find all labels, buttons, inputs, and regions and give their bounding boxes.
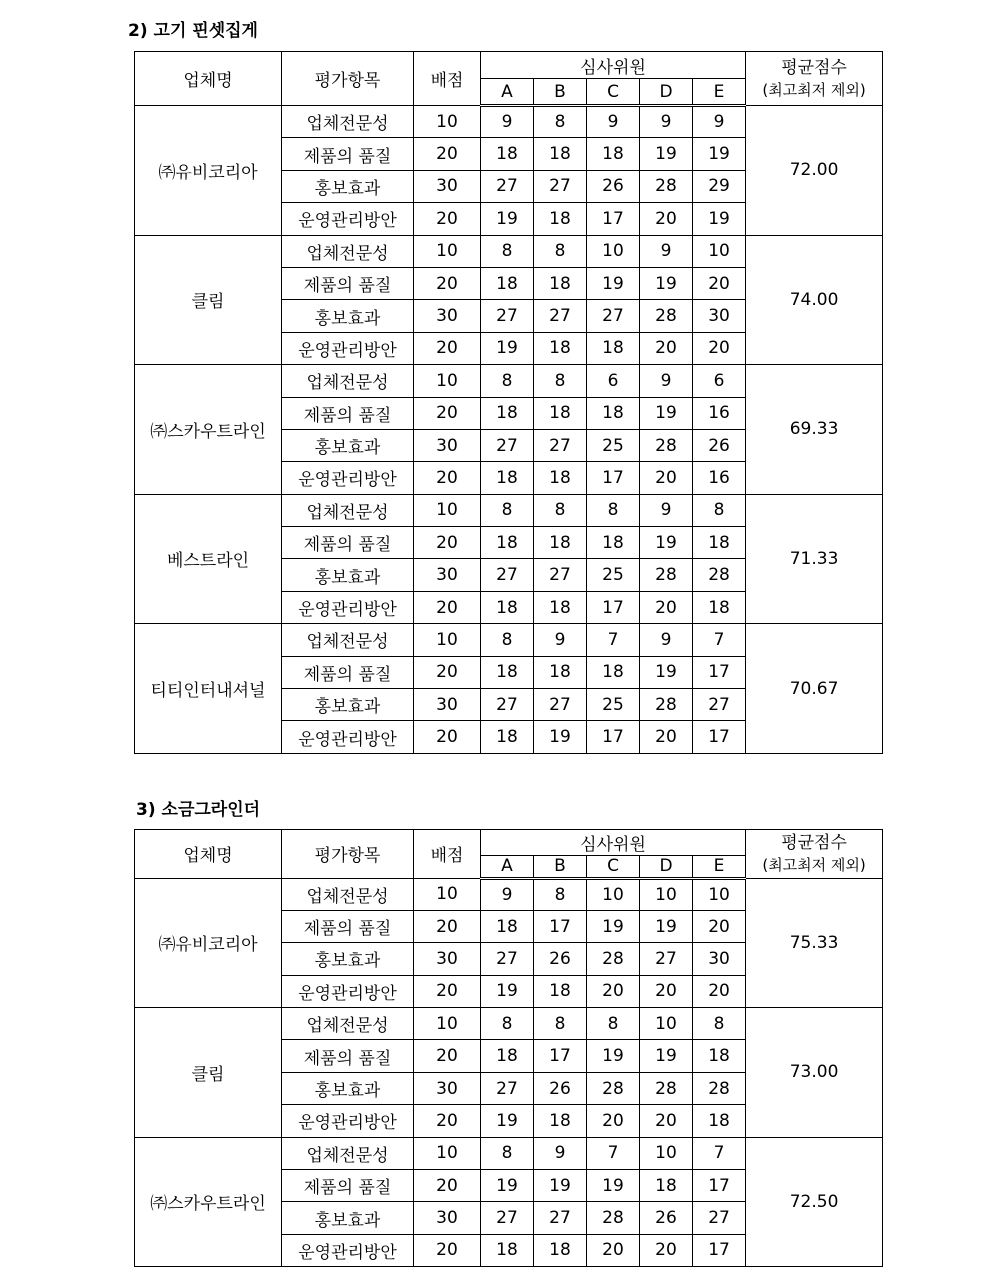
weight: 30 [414, 300, 481, 332]
weight: 20 [414, 910, 481, 942]
judge-score: 19 [587, 910, 640, 942]
weight: 20 [414, 1234, 481, 1266]
header-company: 업체명 [135, 52, 282, 106]
table-row [135, 878, 883, 910]
weight: 10 [414, 494, 481, 526]
average-score: 70.67 [746, 624, 883, 754]
weight: 20 [414, 397, 481, 429]
judge-score: 28 [587, 943, 640, 975]
judge-score: 26 [640, 1202, 693, 1234]
judge-score: 18 [587, 527, 640, 559]
company-name: 베스트라인 [135, 494, 282, 624]
judge-score: 27 [534, 1202, 587, 1234]
judge-score: 7 [587, 624, 640, 656]
judge-score: 17 [693, 656, 746, 688]
judge-score: 18 [693, 1040, 746, 1072]
header-average-label: 평균점수 [781, 57, 847, 78]
judge-score: 19 [640, 527, 693, 559]
judge-score: 7 [587, 1137, 640, 1169]
judge-score: 28 [587, 1072, 640, 1104]
judge-score: 9 [640, 106, 693, 138]
judge-score: 8 [534, 494, 587, 526]
weight: 30 [414, 559, 481, 591]
company-name: ㈜유비코리아 [135, 878, 282, 1008]
judge-score: 20 [693, 267, 746, 299]
criterion: 제품의 품질 [282, 138, 414, 170]
section-title: 3) 소금그라인더 [136, 800, 261, 820]
judge-score: 17 [587, 591, 640, 623]
judge-score: 20 [640, 975, 693, 1007]
weight: 20 [414, 267, 481, 299]
criterion: 운영관리방안 [282, 1234, 414, 1266]
average-score: 72.00 [746, 106, 883, 236]
judge-score: 18 [481, 1234, 534, 1266]
judge-score: 19 [534, 1170, 587, 1202]
criterion: 제품의 품질 [282, 527, 414, 559]
judge-score: 27 [481, 1072, 534, 1104]
judge-score: 28 [640, 170, 693, 202]
criterion: 제품의 품질 [282, 656, 414, 688]
judge-score: 8 [534, 106, 587, 138]
weight: 20 [414, 721, 481, 753]
company-name: ㈜유비코리아 [135, 106, 282, 236]
judge-score: 9 [640, 235, 693, 267]
criterion: 제품의 품질 [282, 910, 414, 942]
judge-score: 26 [534, 1072, 587, 1104]
header-average-note: (최고최저 제외) [762, 855, 866, 874]
criterion: 운영관리방안 [282, 1105, 414, 1137]
average-score: 73.00 [746, 1008, 883, 1138]
judge-score: 20 [640, 1234, 693, 1266]
average-score: 74.00 [746, 235, 883, 365]
company-name: ㈜스카우트라인 [135, 1137, 282, 1267]
judge-score: 27 [481, 429, 534, 461]
weight: 30 [414, 943, 481, 975]
judge-score: 20 [640, 462, 693, 494]
judge-score: 18 [534, 527, 587, 559]
judge-score: 27 [481, 559, 534, 591]
judge-score: 19 [640, 910, 693, 942]
header-judge: D [640, 79, 693, 106]
average-score: 71.33 [746, 494, 883, 624]
judge-score: 18 [534, 1105, 587, 1137]
criterion: 업체전문성 [282, 494, 414, 526]
judge-score: 27 [481, 300, 534, 332]
judge-score: 6 [693, 365, 746, 397]
judge-score: 8 [587, 494, 640, 526]
header-criterion: 평가항목 [282, 830, 414, 879]
criterion: 홍보효과 [282, 429, 414, 461]
judge-score: 8 [693, 494, 746, 526]
judge-score: 28 [587, 1202, 640, 1234]
weight: 20 [414, 1170, 481, 1202]
judge-score: 20 [640, 203, 693, 235]
judge-score: 19 [640, 267, 693, 299]
judge-score: 19 [640, 656, 693, 688]
judge-score: 19 [693, 138, 746, 170]
judge-score: 27 [534, 429, 587, 461]
weight: 30 [414, 429, 481, 461]
judge-score: 28 [640, 429, 693, 461]
weight: 20 [414, 138, 481, 170]
header-judge: C [587, 856, 640, 879]
weight: 20 [414, 656, 481, 688]
judge-score: 27 [534, 300, 587, 332]
judge-score: 8 [534, 1008, 587, 1040]
weight: 20 [414, 1040, 481, 1072]
judge-score: 18 [693, 1105, 746, 1137]
judge-score: 8 [481, 1137, 534, 1169]
judge-score: 19 [481, 203, 534, 235]
judge-score: 18 [481, 527, 534, 559]
judge-score: 9 [640, 365, 693, 397]
judge-score: 10 [587, 235, 640, 267]
judge-score: 28 [640, 689, 693, 721]
table-row [135, 624, 883, 656]
judge-score: 18 [587, 397, 640, 429]
judge-score: 16 [693, 462, 746, 494]
judge-score: 10 [640, 1008, 693, 1040]
criterion: 제품의 품질 [282, 1170, 414, 1202]
judge-score: 17 [587, 203, 640, 235]
judge-score: 19 [640, 397, 693, 429]
judge-score: 19 [481, 975, 534, 1007]
header-company: 업체명 [135, 830, 282, 879]
company-name: 클림 [135, 1008, 282, 1138]
judge-score: 8 [481, 624, 534, 656]
judge-score: 18 [534, 591, 587, 623]
header-average-note: (최고최저 제외) [762, 80, 866, 99]
judge-score: 27 [481, 689, 534, 721]
header-average [746, 52, 883, 106]
judge-score: 26 [587, 170, 640, 202]
weight: 30 [414, 170, 481, 202]
judge-score: 10 [640, 878, 693, 910]
judge-score: 8 [534, 235, 587, 267]
weight: 20 [414, 591, 481, 623]
header-average [746, 830, 883, 879]
judge-score: 10 [693, 235, 746, 267]
criterion: 홍보효과 [282, 1072, 414, 1104]
criterion: 홍보효과 [282, 300, 414, 332]
judge-score: 18 [481, 462, 534, 494]
weight: 10 [414, 1137, 481, 1169]
average-score: 69.33 [746, 365, 883, 495]
criterion: 홍보효과 [282, 559, 414, 591]
weight: 10 [414, 878, 481, 910]
judge-score: 20 [640, 591, 693, 623]
judge-score: 9 [587, 106, 640, 138]
judge-score: 8 [693, 1008, 746, 1040]
criterion: 업체전문성 [282, 106, 414, 138]
weight: 10 [414, 624, 481, 656]
criterion: 운영관리방안 [282, 332, 414, 364]
judge-score: 9 [640, 494, 693, 526]
judge-score: 20 [640, 1105, 693, 1137]
table-row [135, 494, 883, 526]
judge-score: 20 [640, 721, 693, 753]
judge-score: 25 [587, 429, 640, 461]
judge-score: 19 [481, 1170, 534, 1202]
judge-score: 20 [587, 975, 640, 1007]
judge-score: 19 [640, 1040, 693, 1072]
weight: 20 [414, 975, 481, 1007]
judge-score: 7 [693, 624, 746, 656]
judge-score: 27 [693, 689, 746, 721]
judge-score: 20 [693, 332, 746, 364]
criterion: 홍보효과 [282, 943, 414, 975]
weight: 20 [414, 527, 481, 559]
judge-score: 27 [534, 689, 587, 721]
judge-score: 18 [481, 397, 534, 429]
criterion: 제품의 품질 [282, 1040, 414, 1072]
judge-score: 18 [534, 656, 587, 688]
weight: 30 [414, 1202, 481, 1234]
judge-score: 27 [587, 300, 640, 332]
criterion: 제품의 품질 [282, 397, 414, 429]
judge-score: 8 [534, 878, 587, 910]
judge-score: 19 [587, 1040, 640, 1072]
judge-score: 10 [587, 878, 640, 910]
judge-score: 8 [587, 1008, 640, 1040]
judge-score: 17 [693, 721, 746, 753]
judge-score: 18 [534, 1234, 587, 1266]
table-row [135, 1137, 883, 1169]
judge-score: 30 [693, 300, 746, 332]
header-weight: 배점 [414, 830, 481, 879]
criterion: 업체전문성 [282, 235, 414, 267]
weight: 10 [414, 235, 481, 267]
judge-score: 20 [640, 332, 693, 364]
section-title: 2) 고기 핀셋집게 [128, 21, 258, 41]
header-judges: 심사위원 [481, 52, 746, 79]
judge-score: 28 [693, 559, 746, 591]
table-row [135, 106, 883, 138]
criterion: 업체전문성 [282, 1137, 414, 1169]
judge-score: 27 [481, 1202, 534, 1234]
judge-score: 10 [693, 878, 746, 910]
judge-score: 18 [534, 975, 587, 1007]
judge-score: 18 [534, 203, 587, 235]
judge-score: 18 [534, 267, 587, 299]
criterion: 업체전문성 [282, 1008, 414, 1040]
evaluation-table [134, 829, 883, 1267]
criterion: 제품의 품질 [282, 267, 414, 299]
header-judge: B [534, 856, 587, 879]
judge-score: 17 [693, 1234, 746, 1266]
judge-score: 7 [693, 1137, 746, 1169]
criterion: 홍보효과 [282, 1202, 414, 1234]
judge-score: 19 [640, 138, 693, 170]
criterion: 업체전문성 [282, 624, 414, 656]
judge-score: 9 [481, 878, 534, 910]
judge-score: 16 [693, 397, 746, 429]
average-score: 75.33 [746, 878, 883, 1008]
judge-score: 27 [534, 170, 587, 202]
judge-score: 8 [481, 494, 534, 526]
header-judge: A [481, 856, 534, 879]
criterion: 운영관리방안 [282, 203, 414, 235]
judge-score: 27 [534, 559, 587, 591]
judge-score: 18 [481, 138, 534, 170]
judge-score: 19 [693, 203, 746, 235]
judge-score: 18 [534, 397, 587, 429]
table-row [135, 1008, 883, 1040]
table-row [135, 365, 883, 397]
judge-score: 20 [693, 910, 746, 942]
average-score: 72.50 [746, 1137, 883, 1267]
criterion: 운영관리방안 [282, 975, 414, 1007]
weight: 20 [414, 462, 481, 494]
criterion: 운영관리방안 [282, 591, 414, 623]
judge-score: 17 [587, 721, 640, 753]
criterion: 홍보효과 [282, 170, 414, 202]
weight: 20 [414, 203, 481, 235]
judge-score: 28 [640, 1072, 693, 1104]
criterion: 운영관리방안 [282, 721, 414, 753]
weight: 30 [414, 1072, 481, 1104]
header-judge: C [587, 79, 640, 106]
judge-score: 18 [587, 332, 640, 364]
criterion: 업체전문성 [282, 365, 414, 397]
criterion: 운영관리방안 [282, 462, 414, 494]
judge-score: 19 [481, 332, 534, 364]
header-judge: E [693, 856, 746, 879]
header-judge: D [640, 856, 693, 879]
judge-score: 18 [481, 267, 534, 299]
judge-score: 17 [693, 1170, 746, 1202]
judge-score: 17 [587, 462, 640, 494]
judge-score: 27 [481, 170, 534, 202]
judge-score: 18 [693, 591, 746, 623]
judge-score: 9 [481, 106, 534, 138]
evaluation-table [134, 51, 883, 754]
judge-score: 28 [693, 1072, 746, 1104]
judge-score: 19 [481, 1105, 534, 1137]
weight: 30 [414, 689, 481, 721]
weight: 10 [414, 365, 481, 397]
judge-score: 27 [693, 1202, 746, 1234]
weight: 10 [414, 106, 481, 138]
judge-score: 8 [481, 365, 534, 397]
judge-score: 19 [534, 721, 587, 753]
header-judge: B [534, 79, 587, 106]
judge-score: 18 [587, 138, 640, 170]
judge-score: 27 [481, 943, 534, 975]
weight: 20 [414, 1105, 481, 1137]
judge-score: 25 [587, 689, 640, 721]
judge-score: 8 [481, 1008, 534, 1040]
weight: 10 [414, 1008, 481, 1040]
judge-score: 9 [640, 624, 693, 656]
judge-score: 18 [640, 1170, 693, 1202]
header-criterion: 평가항목 [282, 52, 414, 106]
judge-score: 10 [640, 1137, 693, 1169]
company-name: ㈜스카우트라인 [135, 365, 282, 495]
judge-score: 18 [481, 721, 534, 753]
header-judges: 심사위원 [481, 830, 746, 856]
criterion: 홍보효과 [282, 689, 414, 721]
judge-score: 18 [481, 656, 534, 688]
judge-score: 8 [534, 365, 587, 397]
weight: 20 [414, 332, 481, 364]
judge-score: 29 [693, 170, 746, 202]
header-weight: 배점 [414, 52, 481, 106]
header-judge: A [481, 79, 534, 106]
company-name: 클림 [135, 235, 282, 365]
judge-score: 28 [640, 300, 693, 332]
judge-score: 20 [587, 1105, 640, 1137]
judge-score: 18 [587, 656, 640, 688]
judge-score: 9 [534, 624, 587, 656]
judge-score: 25 [587, 559, 640, 591]
judge-score: 9 [534, 1137, 587, 1169]
judge-score: 20 [587, 1234, 640, 1266]
company-name: 티티인터내셔널 [135, 624, 282, 754]
judge-score: 27 [640, 943, 693, 975]
judge-score: 18 [534, 332, 587, 364]
judge-score: 28 [640, 559, 693, 591]
judge-score: 30 [693, 943, 746, 975]
judge-score: 6 [587, 365, 640, 397]
judge-score: 19 [587, 1170, 640, 1202]
judge-score: 17 [534, 910, 587, 942]
judge-score: 8 [481, 235, 534, 267]
judge-score: 26 [534, 943, 587, 975]
criterion: 업체전문성 [282, 878, 414, 910]
judge-score: 17 [534, 1040, 587, 1072]
judge-score: 18 [534, 138, 587, 170]
judge-score: 19 [587, 267, 640, 299]
judge-score: 26 [693, 429, 746, 461]
judge-score: 18 [481, 591, 534, 623]
judge-score: 20 [693, 975, 746, 1007]
header-average-label: 평균점수 [781, 832, 847, 853]
header-judge: E [693, 79, 746, 106]
judge-score: 18 [534, 462, 587, 494]
judge-score: 9 [693, 106, 746, 138]
judge-score: 18 [481, 1040, 534, 1072]
judge-score: 18 [693, 527, 746, 559]
table-row [135, 235, 883, 267]
judge-score: 18 [481, 910, 534, 942]
